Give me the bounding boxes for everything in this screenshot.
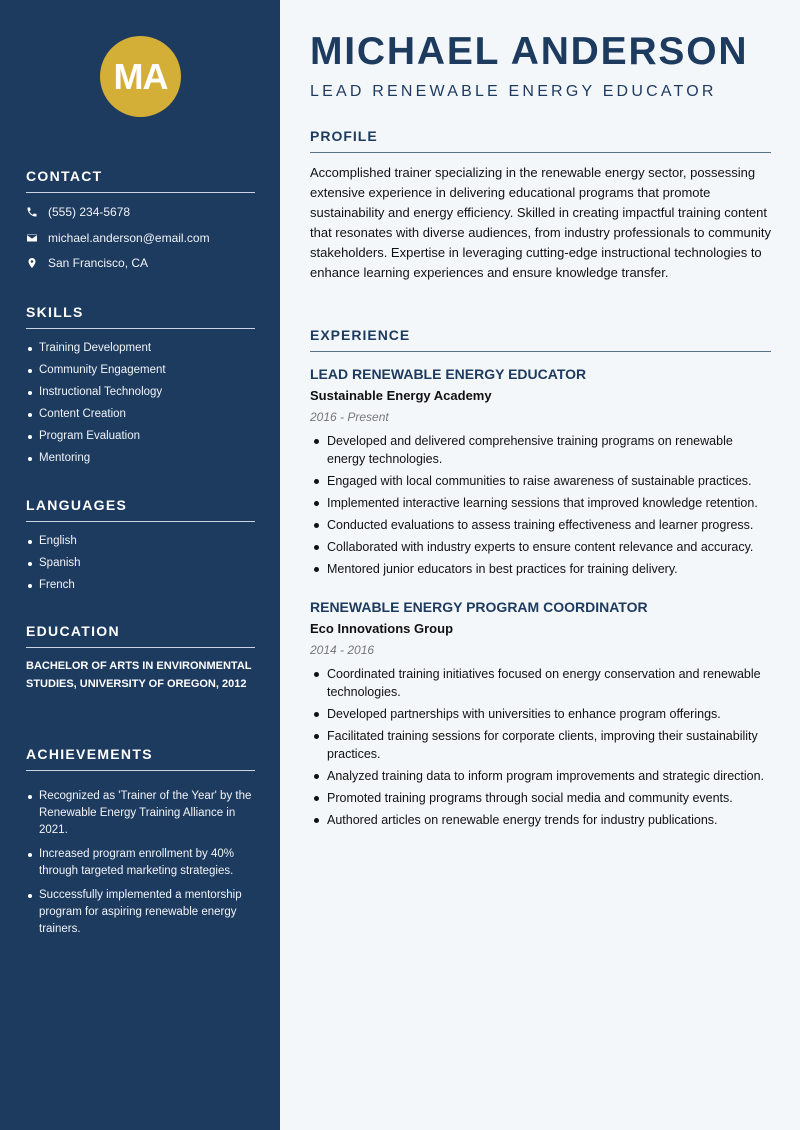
job-company: Eco Innovations Group (310, 621, 454, 636)
job-title: RENEWABLE ENERGY PROGRAM COORDINATOR (310, 599, 648, 615)
profile-heading: PROFILE (310, 128, 771, 153)
skill-item: Program Evaluation (26, 425, 255, 447)
job-bullet: Analyzed training data to inform program improvements and strategic direction. (310, 767, 772, 785)
location-text: San Francisco, CA (48, 256, 149, 270)
languages-list (26, 530, 255, 596)
email-text: michael.anderson@email.com (48, 231, 210, 245)
job-bullet: Collaborated with industry experts to ensure content relevance and accuracy. (310, 538, 772, 556)
job-dates: 2014 - 2016 (310, 643, 375, 657)
job-bullet: Developed and delivered comprehensive training programs on renewable energy technologies. (310, 432, 772, 468)
contact-heading: CONTACT (26, 168, 255, 193)
skills-list (26, 337, 255, 469)
achievement-item: Increased program enrollment by 40% through targeted marketing strategies. (26, 846, 255, 880)
job-bullet: Conducted evaluations to assess training effectiveness and learner progress. (310, 516, 772, 534)
achievement-item: Successfully implemented a mentorship program for aspiring renewable energy trainers. (26, 887, 255, 938)
contact-email (26, 231, 210, 245)
skill-item: Content Creation (26, 403, 255, 425)
phone-text: (555) 234-5678 (48, 205, 131, 219)
email-icon (26, 232, 38, 244)
language-item: English (26, 530, 255, 552)
contact-location (26, 256, 148, 270)
languages-heading: LANGUAGES (26, 497, 255, 522)
job-entry (310, 363, 772, 582)
job-bullet: Mentored junior educators in best practices for training delivery. (310, 560, 772, 578)
location-pin-icon (26, 257, 38, 269)
job-bullet: Developed partnerships with universities to enhance program offerings. (310, 705, 772, 723)
job-company: Sustainable Energy Academy (310, 388, 492, 403)
profile-text: Accomplished trainer specializing in the renewable energy sector, possessing extensive experience in delivering educational programs that promote sustainability and energy efficiency. Skilled in creating impactful training content that resonates with diverse audiences, from industry professionals to community stakeholders. Expertise in leveraging cutting-edge instructional technologies to enhance learning experiences and ensure knowledge transfer. (310, 165, 771, 280)
job-bullet: Authored articles on renewable energy trends for industry publications. (310, 811, 772, 829)
job-bullet: Promoted training programs through social media and community events. (310, 789, 772, 807)
skill-item: Mentoring (26, 447, 255, 469)
job-bullet: Engaged with local communities to raise awareness of sustainable practices. (310, 472, 772, 490)
candidate-title: LEAD RENEWABLE ENERGY EDUCATOR (310, 83, 717, 100)
job-bullet: Implemented interactive learning sessions that improved knowledge retention. (310, 494, 772, 512)
skill-item: Training Development (26, 337, 255, 359)
job-bullet: Coordinated training initiatives focused on energy conservation and renewable technologies. (310, 665, 772, 701)
contact-phone (26, 205, 130, 219)
experience-heading: EXPERIENCE (310, 327, 771, 352)
language-item: French (26, 574, 255, 596)
education-degree: BACHELOR OF ARTS IN ENVIRONMENTAL STUDIES, UNIVERSITY OF OREGON, 2012 (26, 660, 252, 690)
achievements-list (26, 788, 255, 945)
candidate-name: MICHAEL ANDERSON (310, 30, 749, 73)
phone-icon (26, 206, 38, 218)
achievements-heading: ACHIEVEMENTS (26, 746, 255, 771)
job-bullets (310, 665, 772, 829)
achievement-item: Recognized as 'Trainer of the Year' by the Renewable Energy Training Alliance in 2021. (26, 788, 255, 839)
education-heading: EDUCATION (26, 623, 255, 648)
avatar: MA (100, 36, 181, 117)
skill-item: Instructional Technology (26, 381, 255, 403)
job-entry (310, 596, 772, 833)
sidebar (0, 0, 280, 1130)
job-title: LEAD RENEWABLE ENERGY EDUCATOR (310, 366, 587, 382)
job-dates: 2016 - Present (310, 410, 389, 424)
job-bullets (310, 432, 772, 578)
language-item: Spanish (26, 552, 255, 574)
skills-heading: SKILLS (26, 304, 255, 329)
skill-item: Community Engagement (26, 359, 255, 381)
job-bullet: Facilitated training sessions for corporate clients, improving their sustainability practices. (310, 727, 772, 763)
